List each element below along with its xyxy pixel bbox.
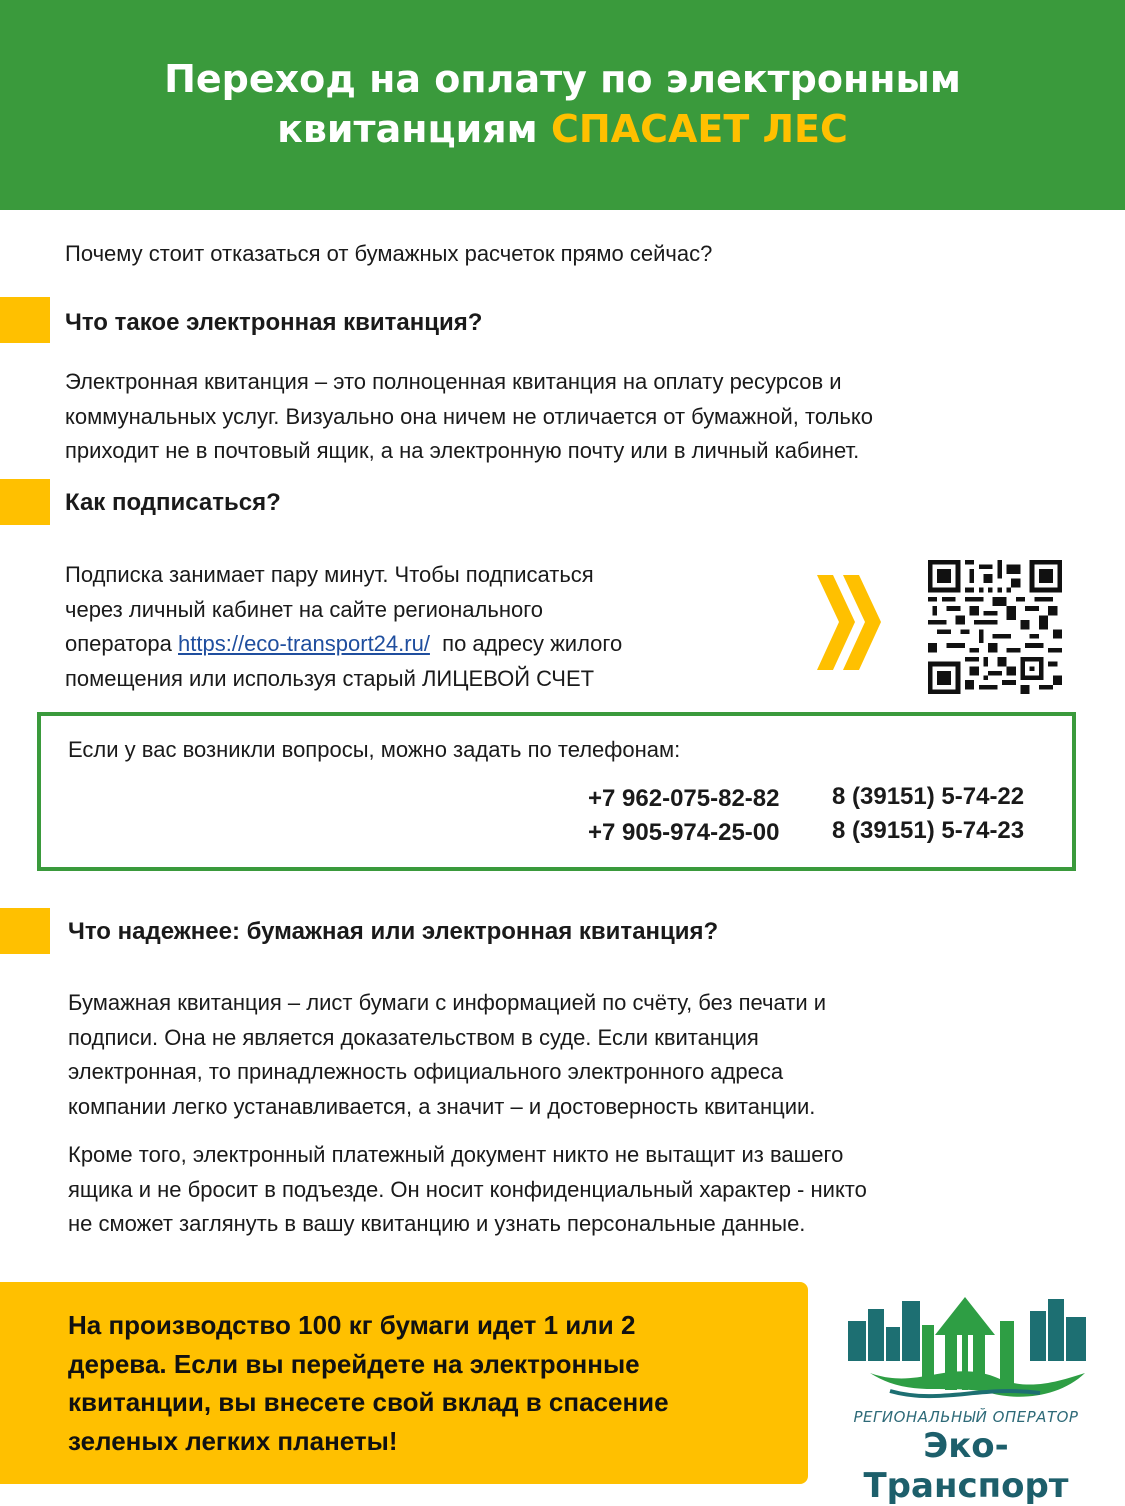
text-line: подписи. Она не является доказательством в суде. Если квитанция bbox=[68, 1024, 759, 1050]
page-title bbox=[0, 54, 1125, 154]
callout-line: зеленых легких планеты! bbox=[68, 1425, 398, 1456]
title-line-1: Переход на оплату по электронным bbox=[164, 57, 961, 101]
section-text-reliability-1 bbox=[68, 986, 826, 1124]
text-line: коммунальных услуг. Визуально она ничем не отличается от бумажной, только bbox=[65, 403, 874, 429]
contact-intro: Если у вас возникли вопросы, можно задать по телефонам: bbox=[68, 737, 681, 762]
text-line: Подписка занимает пару минут. Чтобы подписаться bbox=[65, 562, 594, 587]
title-accent: СПАСАЕТ ЛЕС bbox=[550, 107, 848, 151]
callout-box bbox=[0, 1282, 808, 1484]
section-heading-reliability: Что надежнее: бумажная или электронная квитанция? bbox=[68, 918, 719, 945]
city-skyline-icon bbox=[840, 1295, 1092, 1407]
section-marker bbox=[0, 908, 50, 954]
logo-subtitle: РЕГИОНАЛЬНЫЙ ОПЕРАТОР bbox=[853, 1408, 1079, 1426]
title-banner bbox=[0, 0, 1125, 210]
section-heading-subscribe: Как подписаться? bbox=[65, 489, 281, 516]
phone-landline-1[interactable]: 8 (39151) 5-74-22 bbox=[832, 783, 1025, 810]
text-line: Кроме того, электронный платежный документ никто не вытащит из вашего bbox=[68, 1142, 844, 1167]
qr-code-icon[interactable] bbox=[928, 560, 1062, 694]
logo-name: Эко-Транспорт bbox=[863, 1426, 1069, 1506]
title-line-2: квитанциям bbox=[277, 107, 538, 151]
text-line: Бумажная квитанция – лист бумаги с информацией по счёту, без печати и bbox=[68, 990, 827, 1015]
section-heading-what-is: Что такое электронная квитанция? bbox=[65, 309, 483, 336]
phone-mobile-2[interactable]: +7 905-974-25-00 bbox=[588, 819, 780, 846]
text-line: через личный кабинет на сайте регионального bbox=[65, 596, 543, 622]
text-line: по адресу жилого bbox=[429, 631, 623, 656]
chevron-double-right-icon bbox=[815, 575, 885, 670]
text-line: оператора bbox=[65, 631, 179, 656]
section-text-subscribe bbox=[65, 558, 805, 696]
section-text-reliability-2 bbox=[68, 1138, 867, 1242]
text-line: помещения или используя старый ЛИЦЕВОЙ СЧЕТ bbox=[65, 665, 595, 691]
text-line: Электронная квитанция – это полноценная квитанция на оплату ресурсов и bbox=[65, 369, 842, 394]
callout-line: квитанции, вы внесете свой вклад в спасение bbox=[68, 1387, 669, 1417]
company-logo bbox=[840, 1295, 1092, 1506]
text-line: не сможет заглянуть в вашу квитанцию и узнать персональные данные. bbox=[68, 1211, 806, 1236]
contact-box bbox=[37, 712, 1076, 871]
phone-landline-2[interactable]: 8 (39151) 5-74-23 bbox=[832, 817, 1025, 844]
callout-line: дерева. Если вы перейдете на электронные bbox=[68, 1348, 640, 1379]
callout-line: На производство 100 кг бумаги идет 1 или 2 bbox=[68, 1310, 636, 1340]
section-marker bbox=[0, 297, 50, 343]
text-line: электронная, то принадлежность официального электронного адреса bbox=[68, 1059, 784, 1084]
text-line: ящика и не бросит в подъезде. Он носит конфиденциальный характер - никто bbox=[68, 1176, 867, 1202]
text-line: компании легко устанавливается, а значит – и достоверность квитанции. bbox=[68, 1093, 816, 1119]
intro-question: Почему стоит отказаться от бумажных расчеток прямо сейчас? bbox=[65, 241, 713, 266]
section-marker bbox=[0, 479, 50, 525]
section-text-what-is bbox=[65, 365, 873, 469]
text-line: приходит не в почтовый ящик, а на электронную почту или в личный кабинет. bbox=[65, 438, 860, 463]
phone-mobile-1[interactable]: +7 962-075-82-82 bbox=[588, 785, 780, 812]
site-link[interactable]: https://eco-transport24.ru/ bbox=[178, 631, 430, 656]
callout-text bbox=[68, 1306, 768, 1460]
